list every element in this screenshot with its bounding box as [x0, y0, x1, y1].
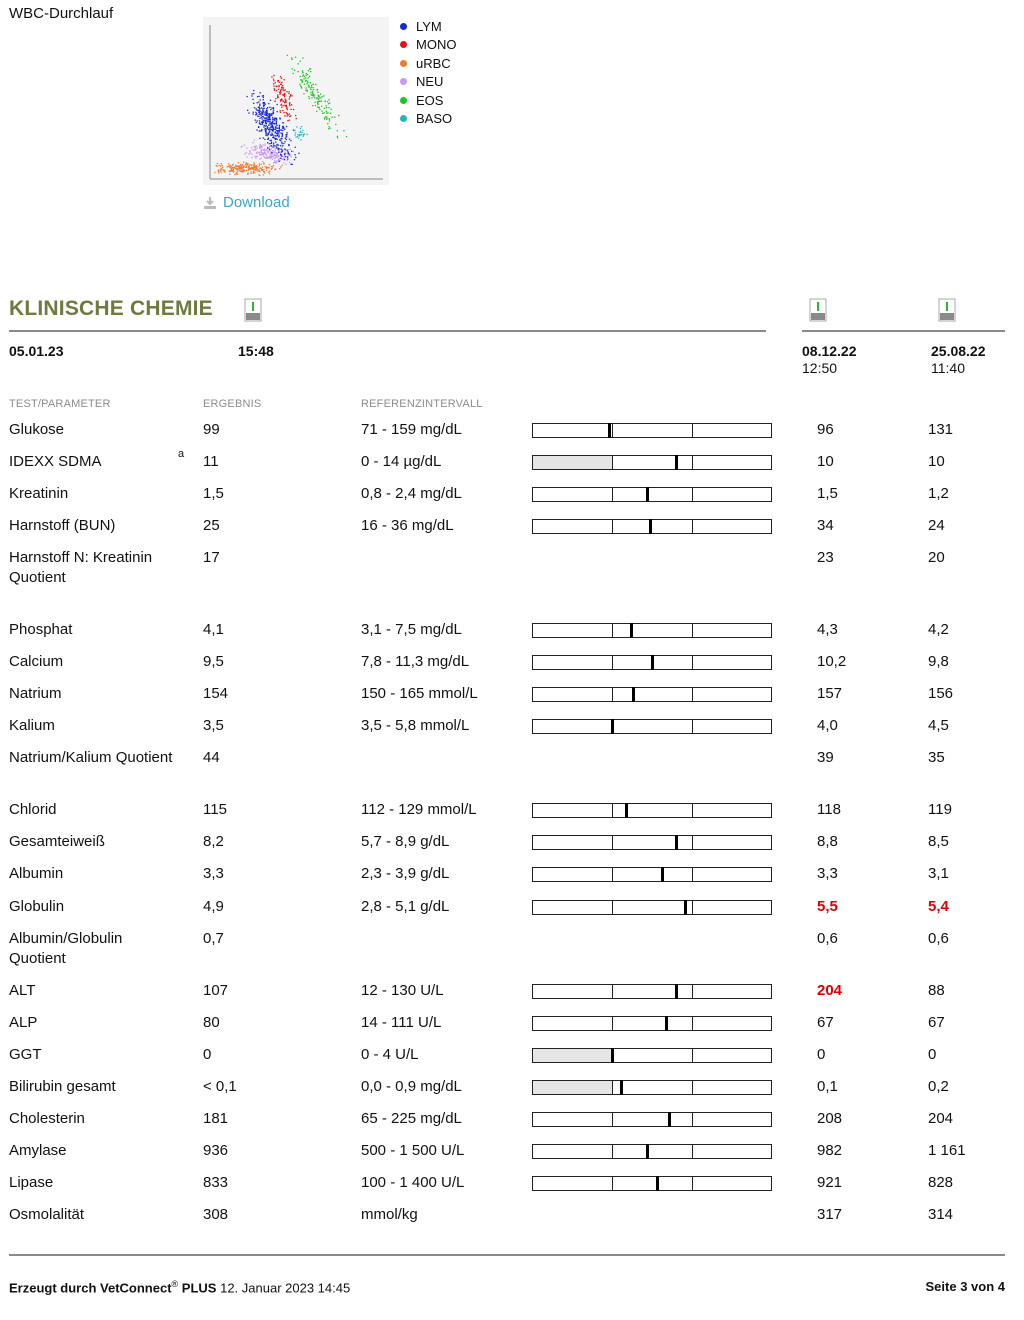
footnote-flag: a [178, 448, 185, 460]
result-value: < 0,1 [203, 1078, 237, 1095]
history-value-1: 0 [817, 1046, 826, 1063]
history-value-1: 1,5 [817, 485, 838, 502]
page-number: Seite 3 von 4 [925, 1279, 1005, 1294]
result-value: 3,3 [203, 865, 224, 882]
range-marker [675, 984, 678, 999]
reference-range: 2,3 - 3,9 g/dL [361, 865, 450, 882]
reference-range: 100 - 1 400 U/L [361, 1174, 465, 1191]
reference-range: 71 - 159 mg/dL [361, 421, 462, 438]
result-value: 25 [203, 517, 220, 534]
history-value-1: 10,2 [817, 653, 847, 670]
test-name: Gesamteiweiß [9, 833, 105, 850]
history-value-2: 314 [928, 1206, 954, 1223]
reference-range: 0 - 14 µg/dL [361, 453, 442, 470]
legend-dot-icon [400, 78, 407, 85]
range-bar [532, 867, 772, 882]
history-date: 25.08.22 [931, 343, 986, 359]
range-marker [620, 1080, 623, 1095]
section-title: KLINISCHE CHEMIE [9, 297, 213, 320]
result-value: 936 [203, 1142, 229, 1159]
history-value-2: 9,8 [928, 653, 949, 670]
test-name: Kalium [9, 717, 55, 734]
history-value-1: 204 [817, 982, 843, 999]
range-marker [668, 1112, 671, 1127]
test-name: Harnstoff (BUN) [9, 517, 116, 534]
range-marker [630, 623, 633, 638]
test-name: Albumin [9, 865, 64, 882]
test-name: Globulin [9, 898, 65, 915]
range-marker [649, 519, 652, 534]
result-value: 99 [203, 421, 220, 438]
range-bar [532, 1080, 772, 1095]
history-value-2: 156 [928, 685, 954, 702]
test-name: Phosphat [9, 621, 73, 638]
legend-dot-icon [400, 115, 407, 122]
run-time: 15:48 [238, 343, 274, 359]
history-value-1: 317 [817, 1206, 843, 1223]
footer-date: 12. Januar 2023 14:45 [220, 1280, 351, 1296]
result-value: 0,7 [203, 930, 224, 947]
legend-item [400, 17, 456, 36]
history-value-1: 34 [817, 517, 834, 534]
trend-chart-icon[interactable] [244, 298, 262, 322]
test-name: Chlorid [9, 801, 57, 818]
result-value: 80 [203, 1014, 220, 1031]
history-value-2: 204 [928, 1110, 954, 1127]
legend-dot-icon [400, 60, 407, 67]
range-marker [656, 1176, 659, 1191]
trend-chart-icon-history-2[interactable] [938, 298, 956, 322]
reference-range: 16 - 36 mg/dL [361, 517, 454, 534]
reference-range: 65 - 225 mg/dL [361, 1110, 462, 1127]
history-value-2: 10 [928, 453, 945, 470]
history-value-1: 118 [817, 801, 841, 818]
range-bar [532, 1112, 772, 1127]
range-bar [532, 623, 772, 638]
range-marker [611, 719, 614, 734]
history-value-1: 0,6 [817, 930, 838, 947]
reference-range: 500 - 1 500 U/L [361, 1142, 465, 1159]
footer-product: PLUS [181, 1280, 217, 1296]
test-name: Amylase [9, 1142, 67, 1159]
range-bar [532, 655, 772, 670]
history-value-1: 3,3 [817, 865, 838, 882]
test-name: Lipase [9, 1174, 54, 1191]
history-value-2: 119 [928, 801, 952, 818]
footer-reg: ® [171, 1279, 179, 1289]
history-value-1: 8,8 [817, 833, 838, 850]
range-bar [532, 719, 772, 734]
history-value-2: 67 [928, 1014, 945, 1031]
range-bar [532, 984, 772, 999]
history-value-1: 4,3 [817, 621, 838, 638]
result-value: 11 [203, 453, 219, 470]
range-marker [651, 655, 654, 670]
wbc-legend [400, 17, 456, 128]
history-header-1 [802, 343, 857, 377]
legend-label: LYM [416, 18, 442, 34]
test-name: Natrium [9, 685, 62, 702]
history-value-2: 0,2 [928, 1078, 949, 1095]
history-value-1: 10 [817, 453, 834, 470]
reference-range: 12 - 130 U/L [361, 982, 444, 999]
reference-range: 3,5 - 5,8 mmol/L [361, 717, 470, 734]
result-value: 4,9 [203, 898, 224, 915]
range-bar [532, 1048, 772, 1063]
history-value-1: 39 [817, 749, 834, 766]
history-time: 11:40 [931, 360, 965, 376]
result-value: 1,5 [203, 485, 224, 502]
result-value: 44 [203, 749, 220, 766]
history-value-1: 982 [817, 1142, 843, 1159]
section-rule [9, 330, 766, 332]
history-value-1: 4,0 [817, 717, 838, 734]
result-value: 0 [203, 1046, 212, 1063]
history-rule [802, 330, 1005, 332]
test-name: Osmolalität [9, 1206, 85, 1223]
range-bar [532, 487, 772, 502]
legend-label: MONO [416, 37, 457, 53]
history-value-1: 921 [817, 1174, 843, 1191]
history-date: 08.12.22 [802, 343, 857, 359]
range-bar [532, 455, 772, 470]
reference-range: 0,8 - 2,4 mg/dL [361, 485, 462, 502]
range-bar [532, 423, 772, 438]
range-marker [675, 835, 678, 850]
result-value: 9,5 [203, 653, 224, 670]
range-bar [532, 1016, 772, 1031]
result-value: 308 [203, 1206, 229, 1223]
reference-range: 2,8 - 5,1 g/dL [361, 898, 450, 915]
test-name: Glukose [9, 421, 65, 438]
history-value-1: 67 [817, 1014, 834, 1031]
range-marker [661, 867, 664, 882]
footer-rule [9, 1254, 1005, 1256]
legend-label: BASO [416, 111, 453, 127]
test-name: Albumin/Globulin Quotient [9, 930, 123, 967]
legend-dot-icon [400, 23, 407, 30]
result-value: 833 [203, 1174, 229, 1191]
test-name: Calcium [9, 653, 64, 670]
reference-range: mmol/kg [361, 1206, 418, 1223]
history-value-1: 23 [817, 549, 834, 566]
footer [9, 1279, 350, 1295]
result-value: 154 [203, 685, 229, 702]
history-value-2: 3,1 [928, 865, 949, 882]
range-bar [532, 687, 772, 702]
range-marker [608, 423, 611, 438]
range-bar [532, 1176, 772, 1191]
history-value-2: 8,5 [928, 833, 949, 850]
column-header-test: TEST/PARAMETER [9, 398, 111, 410]
legend-item [400, 110, 456, 129]
range-marker [646, 1144, 649, 1159]
reference-range: 3,1 - 7,5 mg/dL [361, 621, 462, 638]
reference-range: 5,7 - 8,9 g/dL [361, 833, 450, 850]
download-label: Download [223, 194, 290, 211]
legend-item [400, 91, 456, 110]
range-marker [646, 487, 649, 502]
legend-item [400, 54, 456, 73]
result-value: 115 [203, 801, 227, 818]
history-time: 12:50 [802, 360, 838, 376]
reference-range: 14 - 111 U/L [361, 1014, 442, 1031]
reference-range: 7,8 - 11,3 mg/dL [361, 653, 470, 670]
history-header-2 [931, 343, 986, 377]
range-marker [665, 1016, 668, 1031]
legend-label: NEU [416, 74, 444, 90]
history-value-2: 1 161 [928, 1142, 966, 1159]
range-marker [675, 455, 678, 470]
result-value: 107 [203, 982, 229, 999]
result-value: 17 [203, 549, 220, 566]
history-value-2: 4,2 [928, 621, 949, 638]
wbc-title: WBC-Durchlauf [9, 5, 114, 22]
history-value-1: 208 [817, 1110, 843, 1127]
result-value: 8,2 [203, 833, 224, 850]
range-marker [632, 687, 635, 702]
range-bar [532, 519, 772, 534]
legend-dot-icon [400, 97, 407, 104]
run-date: 05.01.23 [9, 343, 64, 359]
history-value-2: 1,2 [928, 485, 949, 502]
history-value-1: 0,1 [817, 1078, 838, 1095]
test-name: Kreatinin [9, 485, 69, 502]
test-name: ALP [9, 1014, 38, 1031]
reference-range: 0 - 4 U/L [361, 1046, 419, 1063]
history-value-1: 96 [817, 421, 834, 438]
column-header-result: ERGEBNIS [203, 398, 262, 410]
history-value-2: 5,4 [928, 898, 949, 915]
download-icon [203, 196, 217, 210]
result-value: 4,1 [203, 621, 224, 638]
test-name: Natrium/Kalium Quotient [9, 749, 173, 766]
range-marker [625, 803, 628, 818]
range-bar [532, 1144, 772, 1159]
history-value-2: 88 [928, 982, 945, 999]
history-value-2: 24 [928, 517, 945, 534]
result-value: 181 [203, 1110, 229, 1127]
legend-item [400, 36, 456, 55]
history-value-2: 131 [928, 421, 954, 438]
range-bar [532, 900, 772, 915]
range-bar [532, 803, 772, 818]
range-marker [611, 1048, 614, 1063]
history-value-2: 828 [928, 1174, 954, 1191]
legend-label: uRBC [416, 55, 451, 71]
footer-prefix: Erzeugt durch VetConnect [9, 1280, 172, 1296]
history-value-2: 35 [928, 749, 945, 766]
legend-dot-icon [400, 41, 407, 48]
history-value-2: 20 [928, 549, 945, 566]
test-name: Cholesterin [9, 1110, 85, 1127]
test-name: Harnstoff N: Kreatinin Quotient [9, 549, 153, 586]
legend-label: EOS [416, 92, 444, 108]
test-name: GGT [9, 1046, 42, 1063]
test-name: Bilirubin gesamt [9, 1078, 116, 1095]
result-value: 3,5 [203, 717, 224, 734]
wbc-scatter-plot [203, 17, 389, 185]
history-value-1: 157 [817, 685, 843, 702]
reference-range: 150 - 165 mmol/L [361, 685, 478, 702]
reference-range: 0,0 - 0,9 mg/dL [361, 1078, 462, 1095]
reference-range: 112 - 129 mmol/L [361, 801, 477, 818]
column-header-reference: REFERENZINTERVALL [361, 398, 483, 410]
range-bar [532, 835, 772, 850]
history-value-2: 0,6 [928, 930, 949, 947]
trend-chart-icon-history-1[interactable] [809, 298, 827, 322]
download-link[interactable] [203, 194, 290, 211]
history-value-2: 0 [928, 1046, 937, 1063]
history-value-2: 4,5 [928, 717, 949, 734]
range-marker [684, 900, 687, 915]
test-name: ALT [9, 982, 36, 999]
history-value-1: 5,5 [817, 898, 838, 915]
test-name: IDEXX SDMA [9, 453, 102, 470]
legend-item [400, 73, 456, 92]
